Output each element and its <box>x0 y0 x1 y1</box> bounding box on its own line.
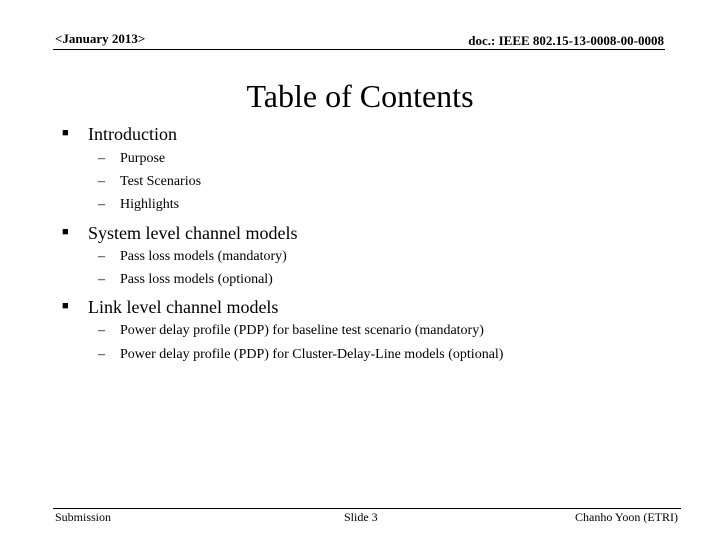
list-item: Purpose <box>120 151 166 166</box>
dash-bullet-icon: – <box>98 151 105 166</box>
dash-bullet-icon: – <box>98 197 105 212</box>
dash-bullet-icon: – <box>98 174 105 189</box>
slide-title: Table of Contents <box>246 78 474 114</box>
footer-submission: Submission <box>55 510 112 524</box>
footer-author: Chanho Yoon (ETRI) <box>574 510 678 524</box>
dash-bullet-icon: – <box>98 272 105 287</box>
square-bullet-icon: ■ <box>62 127 69 139</box>
square-bullet-icon: ■ <box>62 300 69 312</box>
header-divider <box>53 49 665 50</box>
dash-bullet-icon: – <box>98 347 105 362</box>
list-item: Power delay profile (PDP) for baseline test scenario (mandatory) <box>120 323 484 338</box>
dash-bullet-icon: – <box>98 249 105 264</box>
section-introduction: Introduction <box>88 124 177 144</box>
square-bullet-icon: ■ <box>62 226 69 238</box>
footer-divider <box>53 508 681 509</box>
section-link-level: Link level channel models <box>88 297 279 317</box>
list-item: Power delay profile (PDP) for Cluster-Delay-Line models (optional) <box>120 347 504 362</box>
slide-number: Slide 3 <box>344 510 378 524</box>
list-item: Pass loss models (optional) <box>120 272 273 287</box>
header-date: <January 2013> <box>55 31 146 46</box>
section-system-level: System level channel models <box>88 223 298 243</box>
list-item: Test Scenarios <box>120 174 202 189</box>
header-doc-id: doc.: IEEE 802.15-13-0008-00-0008 <box>468 33 664 48</box>
list-item: Highlights <box>120 197 180 212</box>
dash-bullet-icon: – <box>98 323 105 338</box>
list-item: Pass loss models (mandatory) <box>120 249 287 264</box>
